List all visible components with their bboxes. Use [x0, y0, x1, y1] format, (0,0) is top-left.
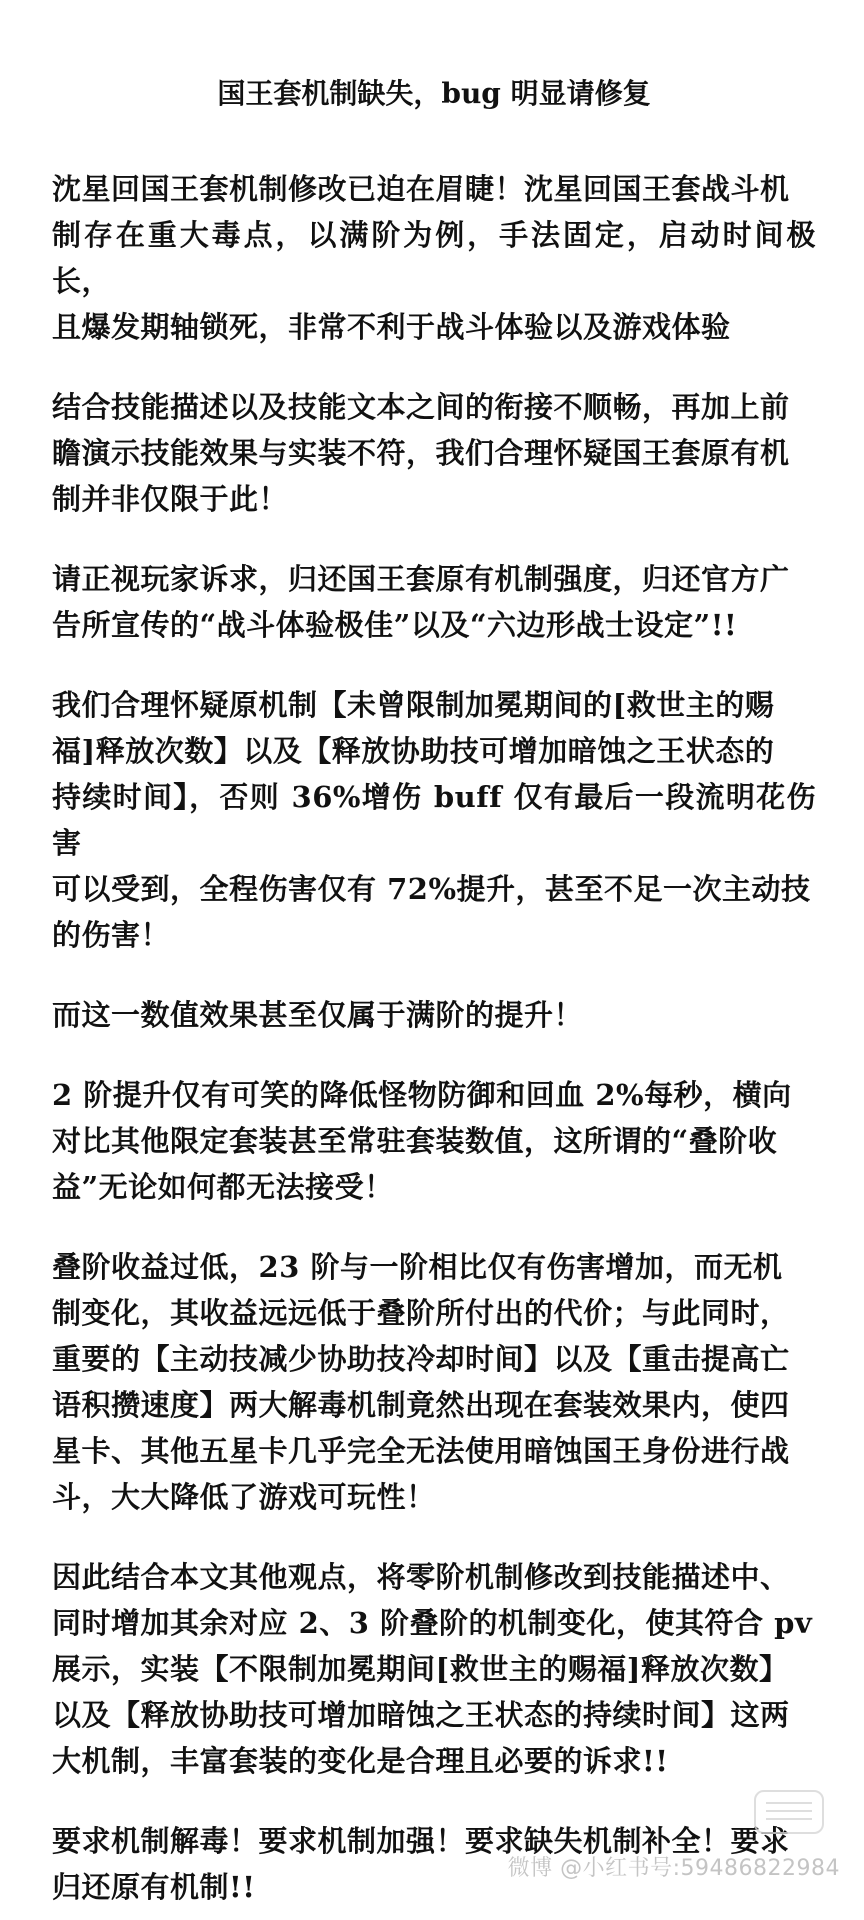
paragraph-5: 而这一数值效果甚至仅属于满阶的提升！ [52, 998, 584, 1032]
paragraph-8: 因此结合本文其他观点，将零阶机制修改到技能描述中、 同时增加其余对应 2、3 阶叠阶的机制变化，使其符合 pv 展示，实装【不限制加冕期间[救世主的赐福]释放次数】 以及【释放协助技可增加暗蚀之王状态的持续时间】这两 大机制，丰富套装的变化是合理且必要的诉求!! [52, 1560, 813, 1778]
document-title: 国王套机制缺失，bug 明显请修复 [217, 77, 651, 110]
paragraph-7: 叠阶收益过低，23 阶与一阶相比仅有伤害增加，而无机 制变化，其收益远远低于叠阶所付出的代价；与此同时， 重要的【主动技减少协助技冷却时间】以及【重击提高亡 语积攒速度】两大解毒机制竟然出现在套装效果内，使四 星卡、其他五星卡几乎完全无法使用暗蚀国王身份进行战 斗，大大降低了游戏可玩性！ [52, 1250, 790, 1514]
paragraph-1: 沈星回国王套机制修改已迫在眉睫！沈星回国王套战斗机 制存在重大毒点，以满阶为例，手法固定，启动时间极长， 且爆发期轴锁死，非常不利于战斗体验以及游戏体验 [52, 172, 816, 344]
paragraph-2: 结合技能描述以及技能文本之间的衔接不顺畅，再加上前 瞻演示技能效果与实装不符，我们合理怀疑国王套原有机 制并非仅限于此！ [52, 390, 790, 516]
paragraph-3: 请正视玩家诉求，归还国王套原有机制强度，归还官方广 告所宣传的“战斗体验极佳”以及“六边形战士设定”!! [52, 562, 790, 642]
watermark-text: 微博 @小红书号:59486822984 [507, 1856, 840, 1881]
paragraph-6: 2 阶提升仅有可笑的降低怪物防御和回血 2%每秒，横向 对比其他限定套装甚至常驻套装数值，这所谓的“叠阶收 益”无论如何都无法接受！ [52, 1078, 792, 1204]
watermark-logo-icon [754, 1790, 824, 1834]
paragraph-4: 我们合理怀疑原机制【未曾限制加冕期间的[救世主的赐 福]释放次数】以及【释放协助技可增加暗蚀之王状态的 持续时间】，否则 36%增伤 buff 仅有最后一段流明花伤害 可以受到，全程伤害仅有 72%提升，甚至不足一次主动技 的伤害！ [52, 688, 816, 952]
paragraph-9: 要求机制解毒！要求机制加强！要求缺失机制补全！要求 归还原有机制!! [52, 1824, 790, 1904]
